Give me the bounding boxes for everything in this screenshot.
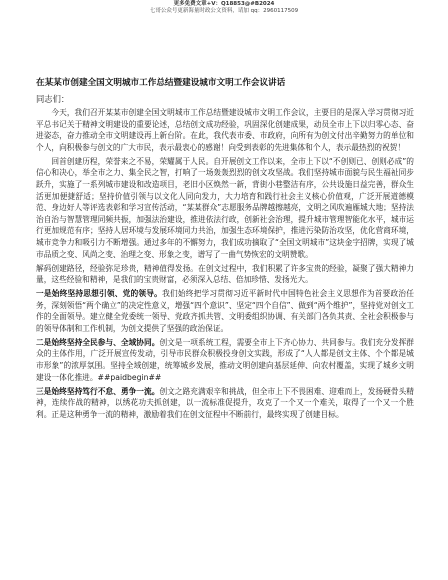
paragraph-text: 回首创建历程，荣誉来之不易，荣耀属于人民。自开展创文工作以来，全市上下以“不创则已、创则必成”的信心和决心，举全市之力、集全民之智，打响了一场轰轰烈烈的创文攻坚战。我们坚持城市面貌与民生福祉同步跃升，实施了一系列城市建设和改造项目，老旧小区焕然一新，背街小巷整洁有序，公共设施日益完善，群众生活更加便捷舒适；坚持价值引领与以文化人同向发力，大力培育和践行社会主义核心价值观，广泛开展道德模范、身边好人等评选表彰和学习宣传活动，“某某群众”志愿服务品牌越擦越亮，文明之风吹遍雁城大地；坚持法治自治与智慧管理同频共振，加强法治建设，推进依法行政，创新社会治理，提升城市管理智能化水平，城市运行更加规范有序；坚持人居环境与发展环境同力共治，加强生态环境保护，推进污染防治攻坚，优化营商环境，城市竞争力和吸引力不断增强。通过多年的不懈努力，我们成功摘取了“全国文明城市”这块金字招牌，实现了城市品质之变、风尚之变、治理之变、形象之变，谱写了一曲气势恢宏的文明赞歌。: [36, 156, 414, 259]
paragraph: [36, 288, 414, 334]
paragraph: [36, 156, 414, 260]
paragraph-lead: 一是始终坚持思想引领、党的领导。: [36, 289, 163, 299]
paragraph-text: 我们始终把学习贯彻习近平新时代中国特色社会主义思想作为首要政治任务，深刻领悟“两个确立”的决定性意义，增强“四个意识”、坚定“四个自信”、做到“两个维护”，坚持党对创文工作的全面领导。建立健全党委统一领导、党政齐抓共管、文明委组织协调、有关部门各负其责、全社会积极参与的领导体制和工作机制，为创文提供了坚强的政治保证。: [36, 289, 414, 333]
header-line-1: 更多免费文章+V：Q18853@#B2024: [173, 1, 275, 7]
paragraph-text: 解码创建路径，经验弥足珍贵，精神值得发扬。在创文过程中，我们积累了许多宝贵的经验，凝聚了强大精神力量，这些经验和精神，是我们的宝贵财富，必须深入总结、倍加珍惜、发扬光大。: [36, 263, 414, 285]
paragraph-lead: 二是始终坚持全民参与、全域协同。: [36, 337, 160, 347]
greeting: 同志们：: [36, 94, 70, 104]
paragraph-text: 创文是一项系统工程，需要全市上下齐心协力、共同参与。我们充分发挥群众的主体作用，广泛开展宣传发动，引导市民群众积极投身创文实践，形成了“人人都是创文主体、个个都是城市形象”的浓厚氛围。坚持全域创建，统筹城乡发展，推动文明创建向基层延伸、向农村覆盖，实现了城乡文明建设一体化推进。##paidbegin##: [36, 337, 414, 382]
paragraph: [36, 337, 414, 383]
paragraph: [36, 386, 414, 421]
paragraph-text: 创文之路充满艰辛和挑战，但全市上下不畏困难、迎难而上，发扬硬骨头精神，连续作战的精神，以绣花功夫抓创建，以一流标准促提升，攻克了一个又一个难关，取得了一个又一个胜利。正是这种勇争一流的精神，激励着我们在创文征程中不断前行，最终实现了创建目标。: [36, 386, 414, 419]
paragraph: [36, 107, 414, 153]
paragraph: [36, 263, 414, 286]
header-line-2: 七哥公众号更新海量时政公文资料，请加 qq：2960117509: [149, 8, 299, 14]
page-header: [0, 0, 448, 15]
document-body: [36, 107, 414, 423]
document-title: 在某某市创建全国文明城市工作总结暨建设城市文明工作会议讲话: [36, 78, 286, 88]
paragraph-lead: 三是始终坚持笃行不怠、勇争一流。: [36, 386, 160, 396]
paragraph-text: 今天，我们召开某某市创建全国文明城市工作总结暨建设城市文明工作会议，主要目的是深入学习贯彻习近平总书记关于精神文明建设的重要论述，总结创文成功经验，巩固深化创建成果，动员全市上下以归零心态、奋进姿态，奋力推动全市文明建设再上新台阶。在此，我代表市委、市政府，向所有为创文付出辛勤努力的单位和个人，向积极参与创文的广大市民，表示最衷心的感谢！向受到表彰的先进集体和个人，表示最热烈的祝贺！: [36, 108, 414, 152]
